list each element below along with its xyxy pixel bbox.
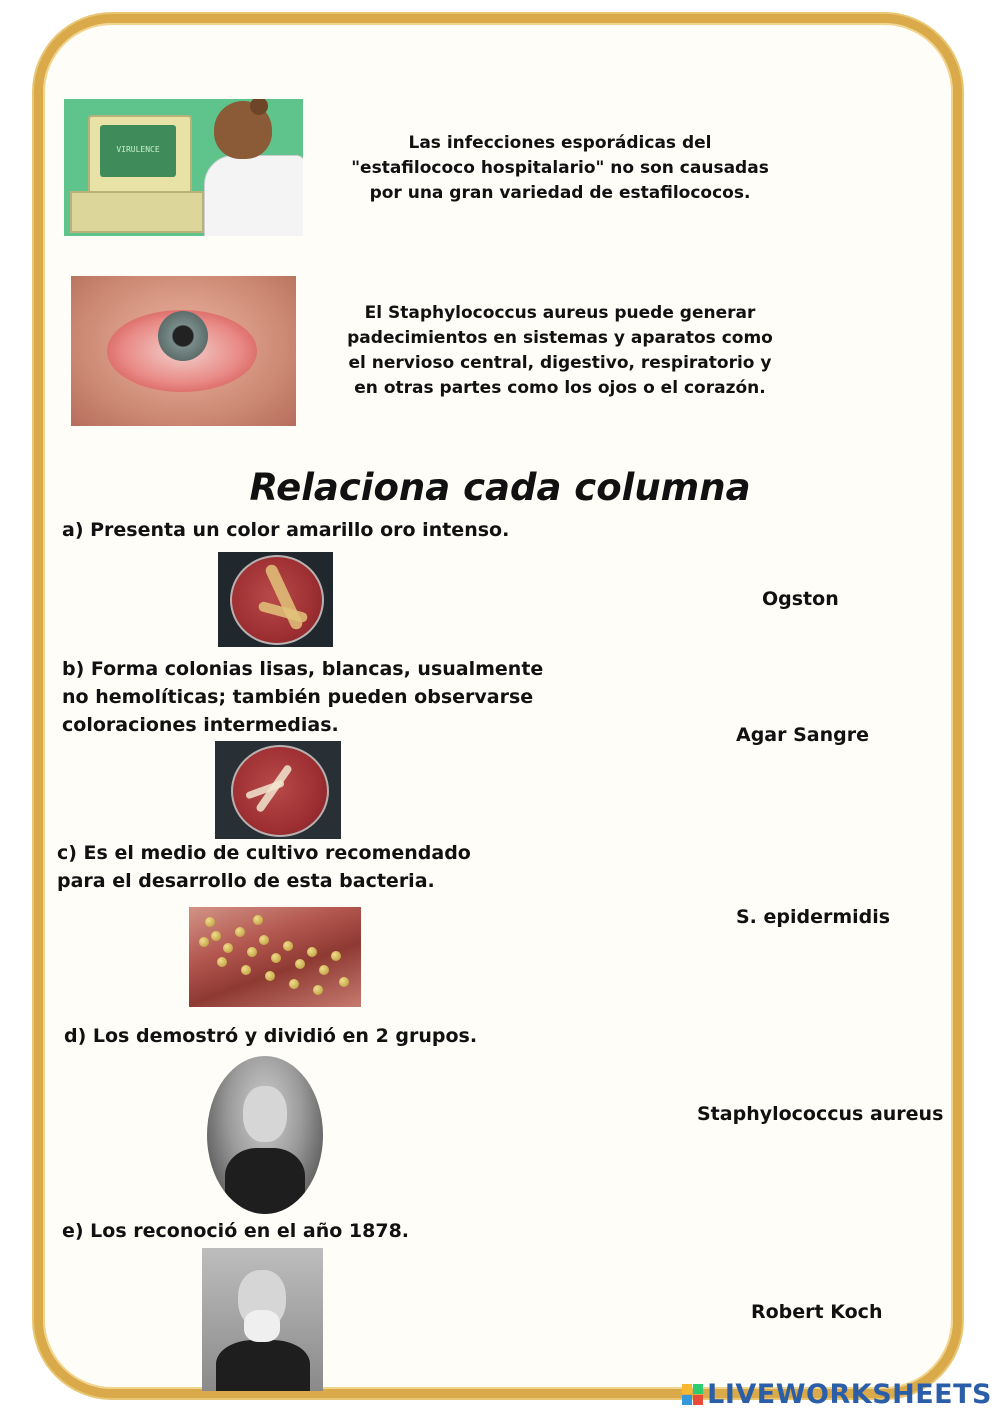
question-c: c) Es el medio de cultivo recomendado para el desarrollo de esta bacteria. xyxy=(57,842,471,892)
liveworksheets-watermark xyxy=(682,1378,992,1410)
monitor-screen-text: VIRULENCE xyxy=(116,145,160,154)
koch-portrait-image xyxy=(202,1248,323,1391)
petri-dish-shape xyxy=(231,745,329,837)
monitor-shape xyxy=(88,115,192,197)
portrait-face-shape xyxy=(243,1086,287,1142)
infected-eye-image xyxy=(71,276,296,426)
answer-staphylococcus-aureus[interactable]: Staphylococcus aureus xyxy=(697,1103,944,1125)
intro-paragraph-2: El Staphylococcus aureus puede generar padecimientos en sistemas y aparatos como el nervioso central, digestivo, respiratorio y en otras partes como los ojos o el corazón. xyxy=(347,303,773,398)
liveworksheets-logo-icon xyxy=(682,1384,703,1405)
question-b: b) Forma colonias lisas, blancas, usualmente no hemolíticas; también pueden observarse coloraciones intermedias. xyxy=(62,658,544,736)
answer-ogston[interactable]: Ogston xyxy=(762,588,839,610)
question-a: a) Presenta un color amarillo oro intenso. xyxy=(62,519,510,541)
portrait-suit-shape xyxy=(216,1340,310,1391)
petri-dish-white-image xyxy=(215,741,341,839)
computer-bear-image xyxy=(64,99,303,236)
ogston-portrait-image xyxy=(207,1056,323,1214)
computer-base-shape xyxy=(70,191,204,233)
answer-robert-koch[interactable]: Robert Koch xyxy=(751,1301,883,1323)
question-e: e) Los reconoció en el año 1878. xyxy=(62,1220,410,1242)
exercise-title: Relaciona cada columna xyxy=(249,466,751,509)
watermark-text: LIVEWORKSHEETS xyxy=(707,1378,992,1410)
petri-dish-golden-image xyxy=(218,552,333,647)
portrait-suit-shape xyxy=(225,1148,305,1214)
portrait-beard-shape xyxy=(244,1310,280,1342)
intro-paragraph-1: Las infecciones esporádicas del "estafilococo hospitalario" no son causadas por una gran variedad de estafilococos. xyxy=(351,133,769,203)
lab-coat-shape xyxy=(204,155,303,236)
question-d: d) Los demostró y dividió en 2 grupos. xyxy=(64,1025,478,1047)
answer-agar-sangre[interactable]: Agar Sangre xyxy=(736,724,869,746)
bacteria-in-tissue-image xyxy=(189,907,361,1007)
answer-s-epidermidis[interactable]: S. epidermidis xyxy=(736,906,891,928)
eye-iris-shape xyxy=(158,311,208,361)
